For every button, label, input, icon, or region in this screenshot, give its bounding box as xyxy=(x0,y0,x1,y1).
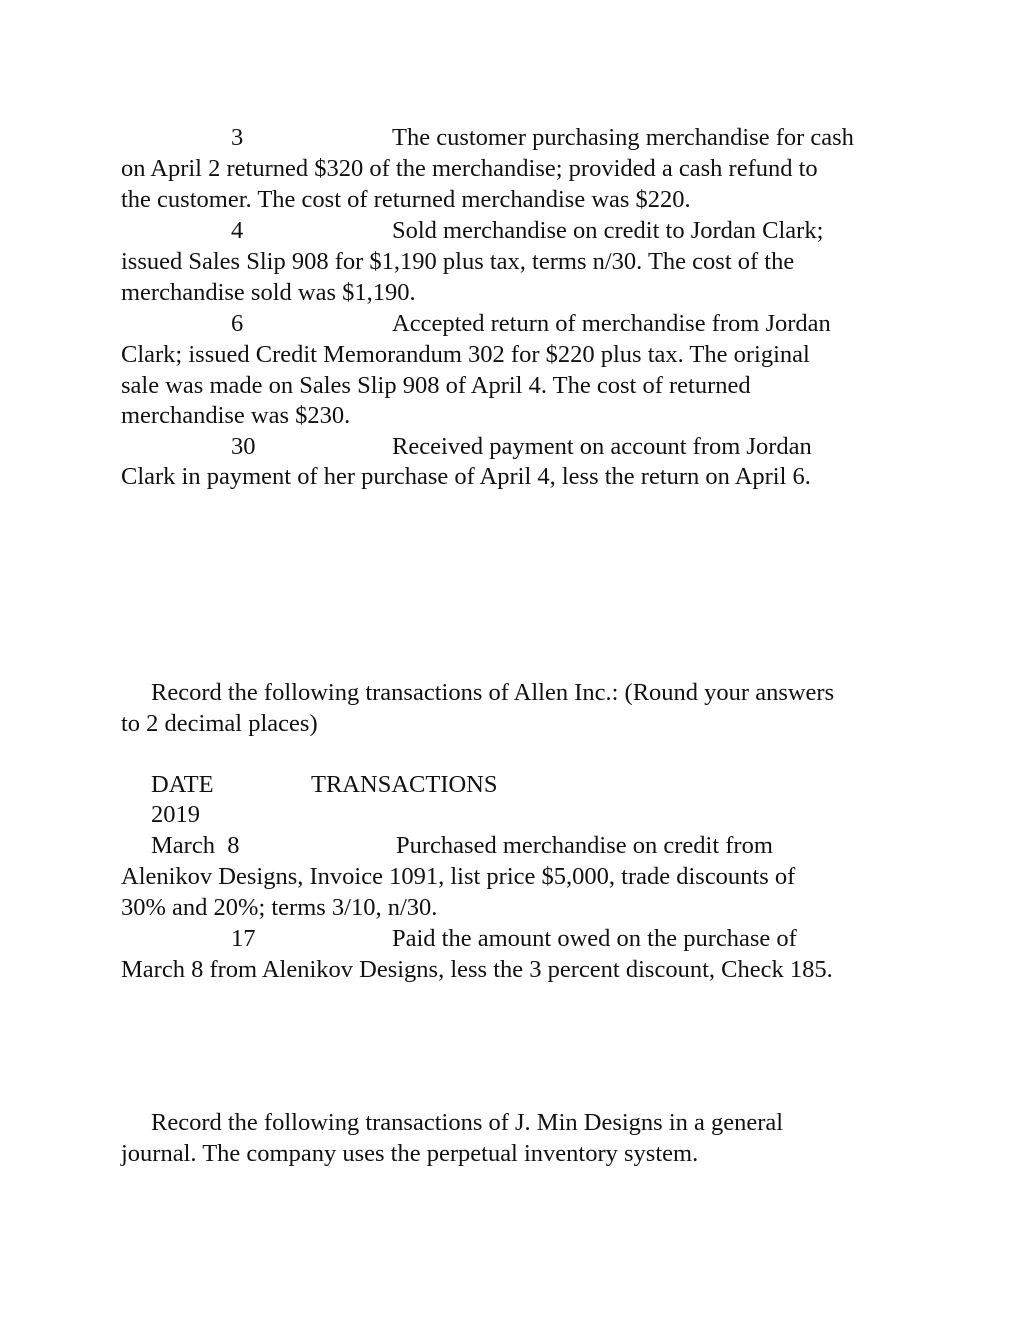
entry-text-line: sale was made on Sales Slip 908 of April 4. The cost of returned xyxy=(121,372,751,399)
entry-text-first-line: Received payment on account from Jordan xyxy=(392,433,812,460)
column-header-transactions: TRANSACTIONS xyxy=(311,771,498,798)
column-header-date: DATE xyxy=(151,771,214,798)
entry-day: 30 xyxy=(231,433,256,460)
entry-text-line: Clark in payment of her purchase of April 4, less the return on April 6. xyxy=(121,463,811,490)
entry-text-first-line: The customer purchasing merchandise for cash xyxy=(392,124,854,151)
instruction-text: to 2 decimal places) xyxy=(121,710,318,737)
entry-text-first-line: Sold merchandise on credit to Jordan Clark; xyxy=(392,217,824,244)
entry-text-line: on April 2 returned $320 of the merchandise; provided a cash refund to xyxy=(121,155,818,182)
entry-text-line: the customer. The cost of returned merchandise was $220. xyxy=(121,186,691,213)
instruction-text: Record the following transactions of Allen Inc.: (Round your answers xyxy=(151,679,835,706)
entry-text-line: Clark; issued Credit Memorandum 302 for $220 plus tax. The original xyxy=(121,341,810,368)
entry-text-first-line: Accepted return of merchandise from Jordan xyxy=(392,310,831,337)
entry-day: 3 xyxy=(231,124,244,151)
entry-text-first-line: Paid the amount owed on the purchase of xyxy=(392,925,797,952)
entry-day: 17 xyxy=(231,925,256,952)
entry-text-line: merchandise sold was $1,190. xyxy=(121,279,416,306)
year-label: 2019 xyxy=(151,801,200,828)
entry-text-line: merchandise was $230. xyxy=(121,402,351,429)
entry-day: 6 xyxy=(231,310,244,337)
entry-day: 4 xyxy=(231,217,244,244)
entry-day: March 8 xyxy=(151,832,240,859)
entry-text-first-line: Purchased merchandise on credit from xyxy=(396,832,773,859)
entry-text-line: issued Sales Slip 908 for $1,190 plus tax, terms n/30. The cost of the xyxy=(121,248,795,275)
instruction-text: journal. The company uses the perpetual inventory system. xyxy=(121,1140,699,1167)
entry-text-line: Alenikov Designs, Invoice 1091, list price $5,000, trade discounts of xyxy=(121,863,796,890)
instruction-text: Record the following transactions of J. Min Designs in a general xyxy=(151,1109,784,1136)
entry-text-line: 30% and 20%; terms 3/10, n/30. xyxy=(121,894,438,921)
entry-text-line: March 8 from Alenikov Designs, less the 3 percent discount, Check 185. xyxy=(121,956,833,983)
